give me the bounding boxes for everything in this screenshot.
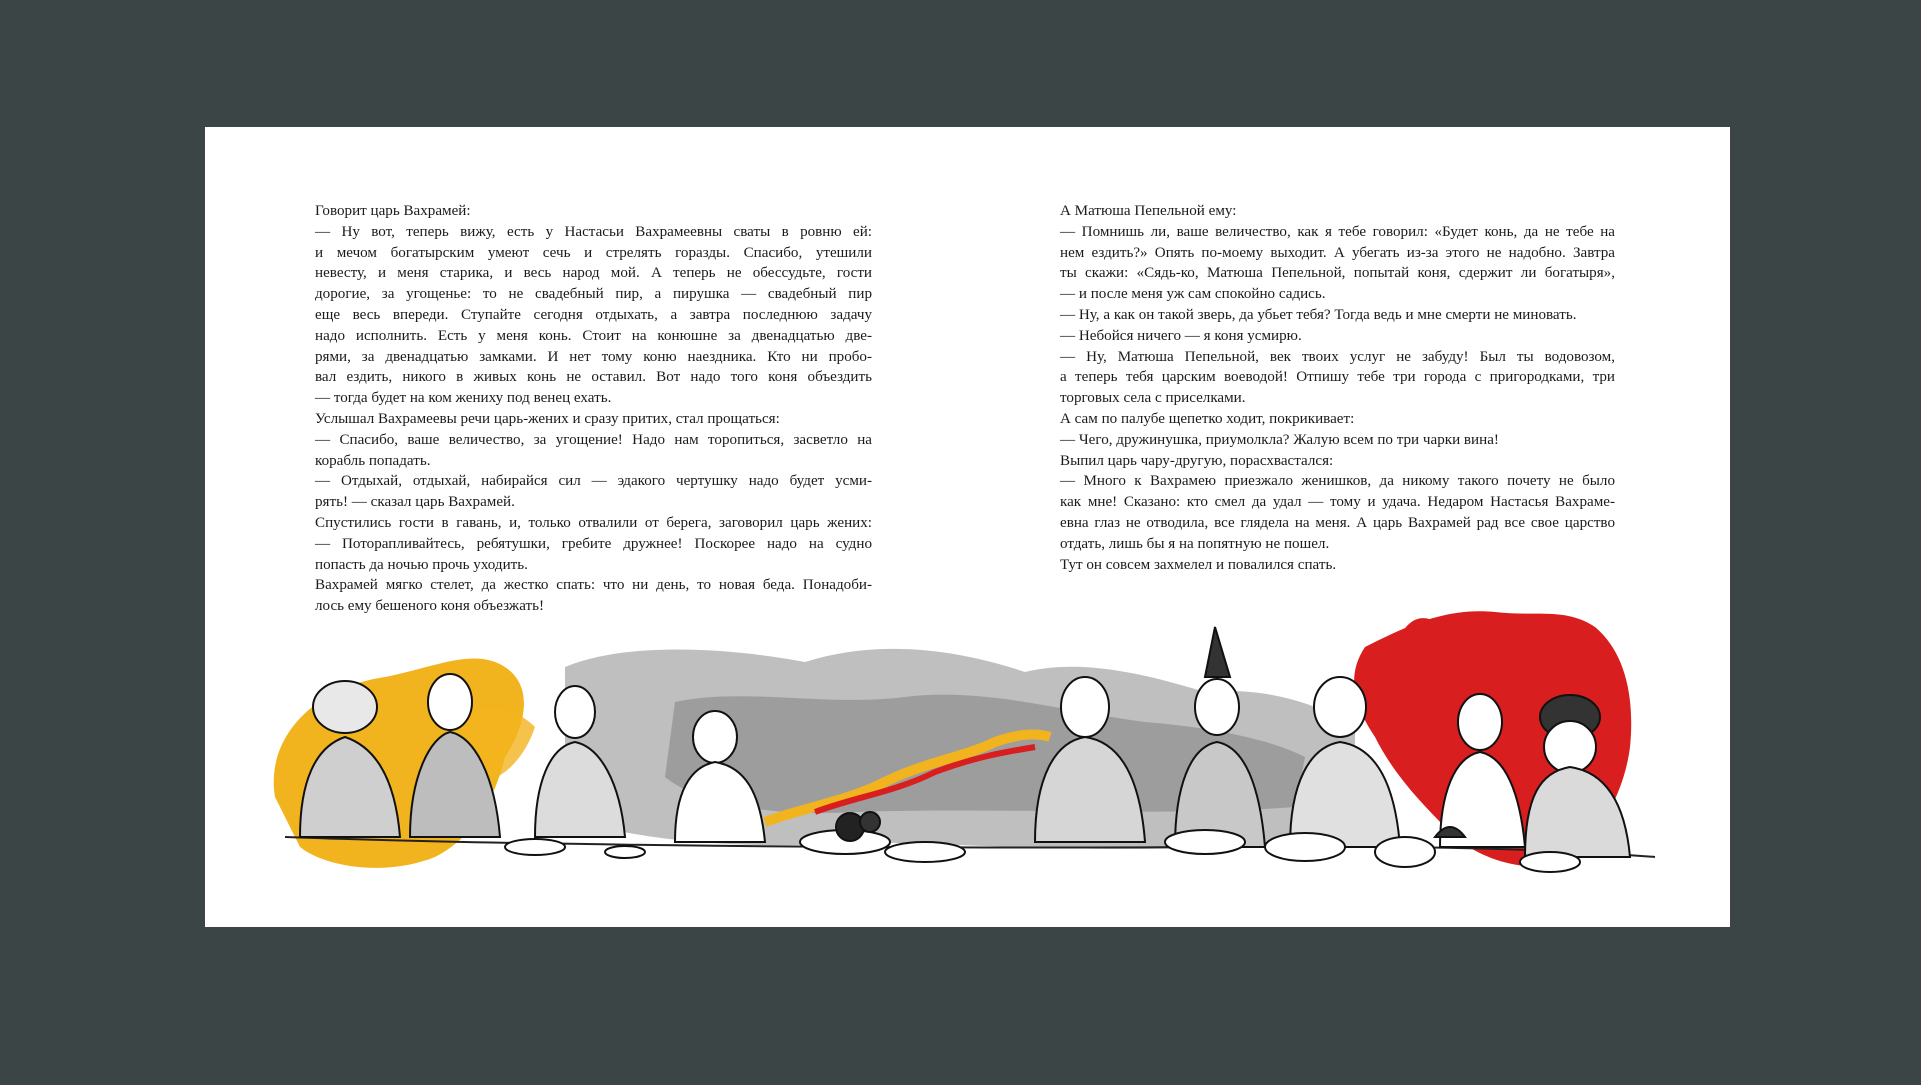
left-page-text (315, 201, 872, 617)
text-line: попасть да ночью прочь уходить. (315, 556, 528, 573)
text-line: как мне! Сказано: кто смел да удал — тому и удача. Недаром Настасья Вахраме- (1060, 494, 1615, 511)
text-line: нем ездить?» Опять по-моему выходит. А убегать из-за этого не надобно. Завтра (1060, 244, 1615, 261)
text-line: — Помнишь ли, ваше величество, как я тебе говорил: «Будет конь, да не тебе на (1060, 223, 1615, 240)
text-line: — Отдыхай, отдыхай, набирайся сил — эдакого чертушку надо будет усми- (315, 473, 872, 490)
feast-illustration-icon (205, 607, 1730, 927)
text-line: — Ну вот, теперь вижу, есть у Настасьи Вахрамеевны сваты в ровню ей: (315, 223, 872, 240)
text-line: корабль попадать. (315, 452, 431, 469)
text-line: — Спасибо, ваше величество, за угощение! Надо нам торопиться, засветло на (315, 431, 872, 448)
text-line: А Матюша Пепельной ему: (1060, 203, 1237, 219)
text-line: Тут он совсем захмелел и повалился спать. (1060, 556, 1337, 573)
text-line: — Много к Вахрамею приезжало женишков, да никому такого почету не было (1060, 473, 1615, 490)
text-line: дорогие, за угощенье: то не свадебный пир, а пирушка — свадебный пир (315, 286, 872, 303)
text-line: вал ездить, никого в живых конь не оставил. Вот надо того коня объездить (315, 369, 872, 386)
text-line: еще весь впереди. Ступайте сегодня отдыхать, а завтра последнюю задачу (315, 306, 872, 323)
text-line: — Небойся ничего — я коня усмирю. (1060, 327, 1302, 344)
text-line: — тогда будет на ком жениху под венец ехать. (315, 390, 612, 407)
text-line: Выпил царь чару-другую, порасхвастался: (1060, 452, 1334, 469)
text-line: Вахрамей мягко стелет, да жестко спать: что ни день, то новая беда. Понадоби- (315, 577, 872, 594)
text-line: и мечом богатырским умеют сечь и стрелять горазды. Спасибо, утешили (315, 244, 872, 261)
text-line: ты скажи: «Сядь-ко, Матюша Пепельной, попытай коня, сдержит ли богатыря», (1060, 265, 1615, 282)
text-line: рями, за двенадцатью замками. И нет тому коню наездника. Кто ни пробо- (315, 348, 872, 365)
book-spread (205, 127, 1730, 927)
text-line: лось ему бешеного коня объезжать! (315, 598, 545, 615)
right-page-text (1060, 201, 1615, 575)
text-line: Спустились гости в гавань, и, только отвалили от берега, заговорил царь жених: (315, 514, 872, 531)
text-line: надо исполнить. Есть у меня конь. Стоит на конюшне за двенадцатью две- (315, 327, 872, 344)
text-line: евна глаз не отводила, все глядела на меня. А царь Вахрамей рад все свое царство (1060, 514, 1615, 531)
text-line: — Чего, дружинушка, приумолкла? Жалую всем по три чарки вина! (1060, 431, 1499, 448)
text-line: — Поторапливайтесь, ребятушки, гребите дружнее! Поскорее надо на судно (315, 535, 872, 552)
text-line: отдать, лишь бы я на попятную не пошел. (1060, 535, 1330, 552)
text-line: — Ну, а как он такой зверь, да убьет тебя? Тогда ведь и мне смерти не миновать. (1060, 306, 1577, 323)
text-line: — Ну, Матюша Пепельной, век твоих услуг не забуду! Был ты водовозом, (1060, 348, 1615, 365)
text-line: а теперь тебя царским воеводой! Отпишу тебе три города с пригородками, три (1060, 369, 1615, 386)
text-line: А сам по палубе щепетко ходит, покрикивает: (1060, 410, 1355, 427)
text-line: Услышал Вахрамеевы речи царь-жених и сразу притих, стал прощаться: (315, 410, 780, 427)
text-line: невесту, и меня старика, и весь народ мой. А теперь не обессудьте, гости (315, 265, 872, 282)
text-line: торговых села с приселками. (1060, 390, 1246, 407)
text-line: рять! — сказал царь Вахрамей. (315, 494, 515, 511)
text-line: — и после меня уж сам спокойно садись. (1060, 286, 1326, 303)
text-line: Говорит царь Вахрамей: (315, 203, 471, 219)
